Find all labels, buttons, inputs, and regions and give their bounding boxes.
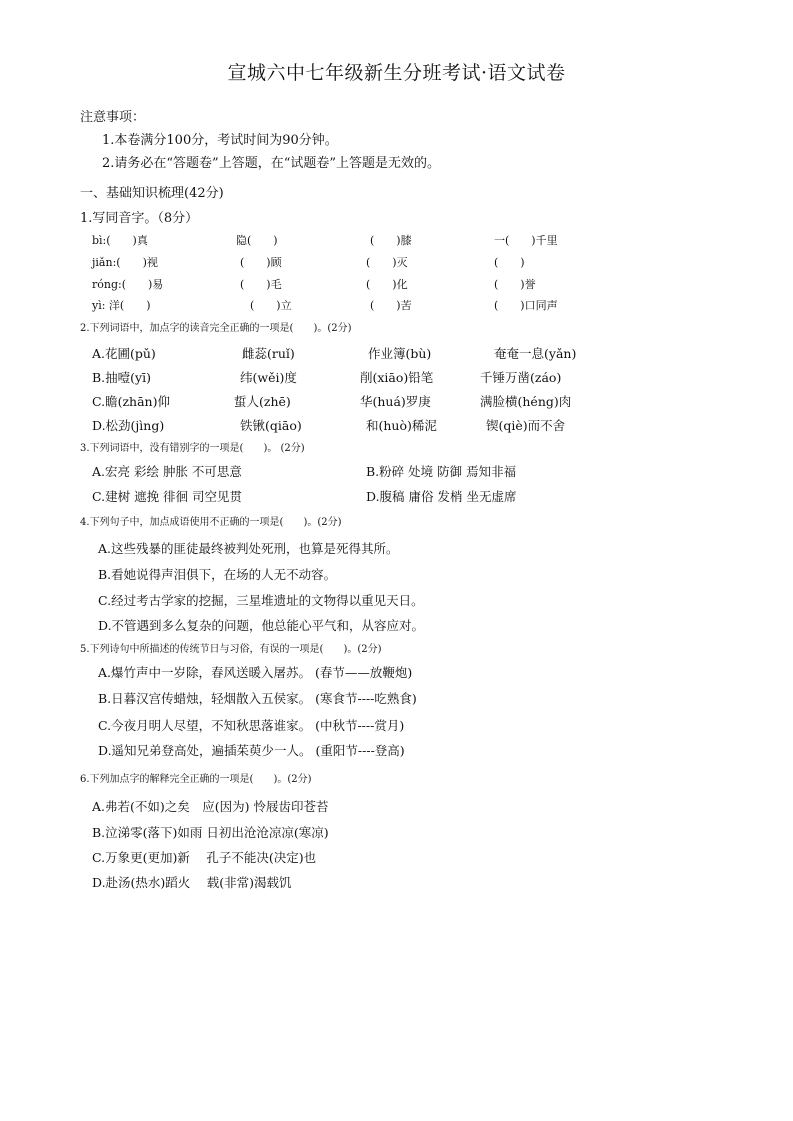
q4-option: D.不管遇到多么复杂的问题，他总能心平气和，从容应对。 xyxy=(98,618,425,633)
q2-cell: 铁锹(qiāo) xyxy=(240,418,302,433)
q1-cell: ( )立 xyxy=(250,299,292,312)
q2-cell: 锲(qiè)而不舍 xyxy=(486,418,566,433)
q2-cell: 纬(wěi)度 xyxy=(240,370,297,385)
q2-cell: A.花圃(pǔ) xyxy=(92,346,156,361)
q2-cell: 削(xiāo)铅笔 xyxy=(360,370,434,385)
q2-cell: 千锤万凿(záo) xyxy=(480,370,562,385)
notice-item: 1.本卷满分100分，考试时间为90分钟。 xyxy=(102,133,338,148)
q2-cell: 和(huò)稀泥 xyxy=(366,418,437,433)
q2-cell: B.抽噎(yī) xyxy=(92,370,151,385)
q5-option: C.今夜月明人尽望，不知秋思落谁家。 (中秋节----赏月) xyxy=(98,718,405,733)
q1-cell: jiǎn:( )视 xyxy=(92,256,158,269)
page-title: 宣城六中七年级新生分班考试·语文试卷 xyxy=(227,62,566,84)
q6-option: D.赴汤(热水)蹈火 载(非常)渴载饥 xyxy=(92,875,292,890)
q1-cell: bì:( )真 xyxy=(92,234,148,247)
question-stem: 6.下列加点字的解释完全正确的一项是( )。(2分) xyxy=(80,774,312,785)
q3-option: A.宏亮 彩绘 肿胀 不可思意 xyxy=(92,464,242,479)
q1-cell: 一( )千里 xyxy=(494,234,558,247)
q2-cell: D.松劲(jìng) xyxy=(92,418,165,433)
q1-cell: ( )苦 xyxy=(370,299,412,312)
q3-option: C.建树 遮挽 徘徊 司空见贯 xyxy=(92,489,243,504)
q3-option: D.腹稿 庸俗 发梢 坐无虚席 xyxy=(366,489,517,504)
q2-cell: 作业簿(bù) xyxy=(368,346,432,361)
q5-option: D.遥知兄弟登高处，遍插茱萸少一人。 (重阳节----登高) xyxy=(98,743,405,758)
q1-cell: ( )口同声 xyxy=(494,299,558,312)
q1-cell: ( )膝 xyxy=(370,234,412,247)
question-stem: 2.下列词语中，加点字的读音完全正确的一项是( )。(2分) xyxy=(80,323,352,334)
section-heading: 一、基础知识梳理(42分) xyxy=(80,186,224,201)
q5-option: A.爆竹声中一岁除，春风送暖入屠苏。 (春节——放鞭炮) xyxy=(98,665,413,680)
q1-cell: ( )灭 xyxy=(366,256,408,269)
q6-option: C.万象更(更加)新 孔子不能决(决定)也 xyxy=(92,850,317,865)
q1-cell: róng:( )易 xyxy=(92,278,164,291)
q1-cell: ( )化 xyxy=(366,278,408,291)
question-stem: 3.下列词语中，没有错别字的一项是( )。 (2分) xyxy=(80,443,305,454)
q2-cell: 蜇人(zhē) xyxy=(234,394,291,409)
q4-option: B.看她说得声泪俱下，在场的人无不动容。 xyxy=(98,567,337,582)
question-stem: 4.下列句子中，加点成语使用不正确的一项是( )。(2分) xyxy=(80,517,342,528)
q1-cell: ( )誉 xyxy=(494,278,536,291)
q2-cell: 满脸横(héng)肉 xyxy=(480,394,572,409)
notice-heading: 注意事项： xyxy=(80,110,146,125)
q1-cell: ( )顾 xyxy=(240,256,282,269)
q1-cell: 隐( ) xyxy=(236,234,278,247)
notice-item: 2.请务必在“答题卷”上答题，在“试题卷”上答题是无效的。 xyxy=(102,156,440,171)
q4-option: A.这些残暴的匪徒最终被判处死刑，也算是死得其所。 xyxy=(98,541,399,556)
q2-cell: 奄奄一息(yǎn) xyxy=(494,346,577,361)
q2-cell: 华(huá)罗庚 xyxy=(360,394,431,409)
question-stem: 5.下列诗句中所描述的传统节日与习俗，有误的一项是( )。(2分) xyxy=(80,644,382,655)
q2-cell: 雌蕊(ruǐ) xyxy=(242,346,295,361)
q1-cell: ( ) xyxy=(494,256,525,269)
q1-cell: ( )毛 xyxy=(240,278,282,291)
q1-cell: yì: 洋( ) xyxy=(92,299,151,312)
q2-cell: C.瞻(zhān)仰 xyxy=(92,394,170,409)
q5-option: B.日暮汉宫传蜡烛，轻烟散入五侯家。 (寒食节----吃熟食) xyxy=(98,691,417,706)
q6-option: A.弗若(不如)之矣 应(因为) 怜屐齿印苍苔 xyxy=(92,799,329,814)
q4-option: C.经过考古学家的挖掘，三星堆遗址的文物得以重见天日。 xyxy=(98,593,424,608)
q6-option: B.泣涕零(落下)如雨 日初出沧沧凉凉(寒凉) xyxy=(92,825,329,840)
question-stem: 1.写同音字。（8分） xyxy=(80,211,199,226)
q3-option: B.粉碎 处境 防御 焉知非福 xyxy=(366,464,517,479)
